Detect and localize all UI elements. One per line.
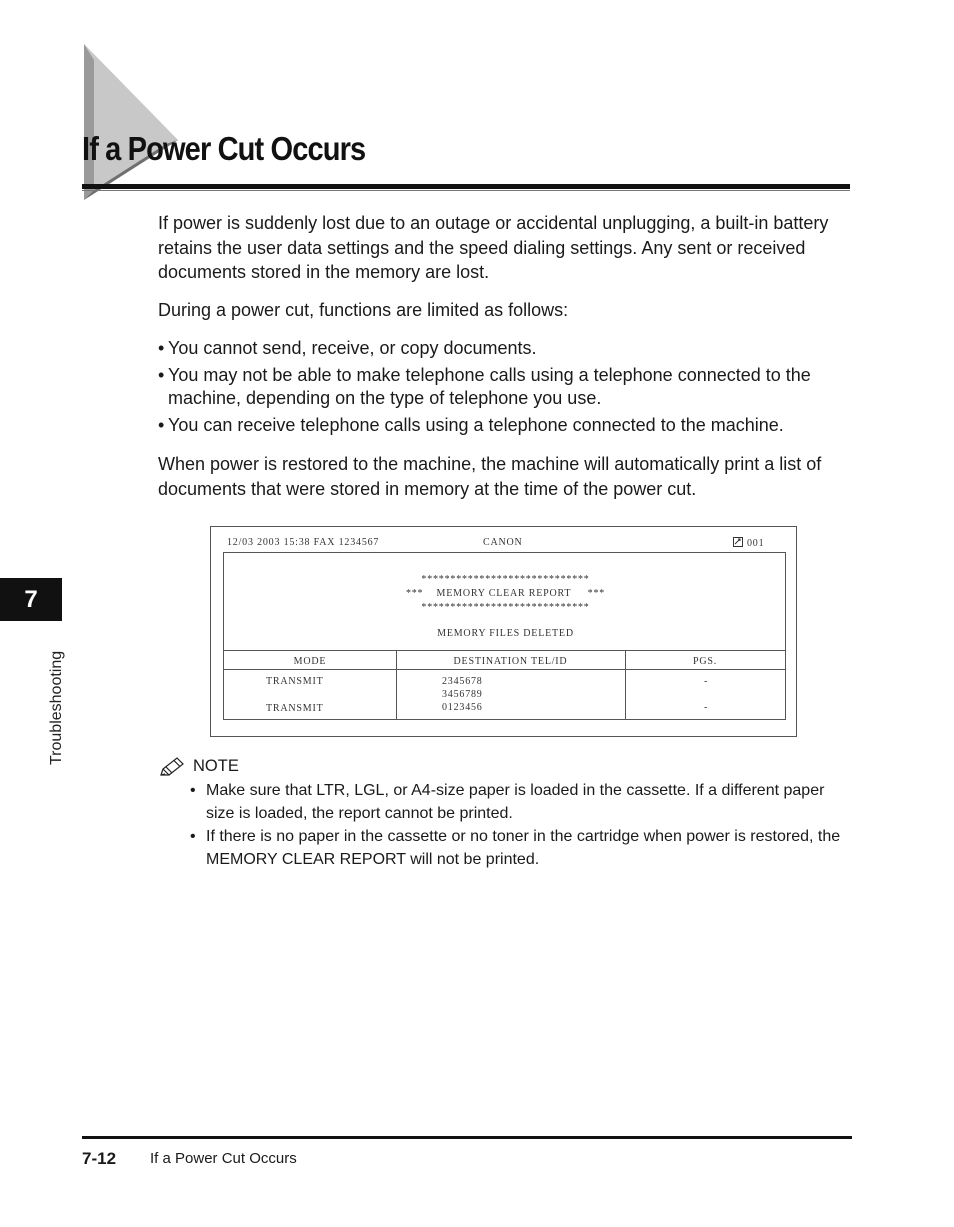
report-stars-top: ***************************** (421, 574, 590, 585)
bullet: • (158, 338, 165, 358)
footer-rule (82, 1136, 852, 1139)
list-item (158, 414, 848, 437)
list-item-text: You cannot send, receive, or copy documents. (168, 338, 537, 358)
limits-intro-paragraph: During a power cut, functions are limited as follows: (158, 300, 569, 320)
list-item (190, 780, 850, 825)
page-doc-icon (733, 537, 743, 547)
list-item (158, 337, 848, 360)
intro-paragraph: If power is suddenly lost due to an outage or accidental unplugging, a built-in battery retains the user data settings and the speed dialing settings. Any sent or received documents stored in the memory are lost. (158, 213, 829, 282)
title-rule (82, 184, 850, 189)
table-cell-destination: 0123456 (442, 702, 483, 713)
bullet: • (158, 415, 165, 435)
report-stars-bottom: ***************************** (421, 602, 590, 613)
report-body (223, 552, 786, 720)
list-item (158, 364, 848, 410)
list-item-text: You can receive telephone calls using a telephone connected to the machine. (168, 415, 784, 435)
title-rule-thin (82, 190, 850, 191)
footer-page-number: 7-12 (82, 1149, 117, 1168)
list-item (190, 826, 850, 871)
bullet: • (190, 782, 196, 799)
bullet: • (190, 828, 196, 845)
table-cell-destination: 2345678 (442, 676, 483, 687)
table-cell-pages: - (704, 676, 709, 687)
table-rule (224, 669, 785, 670)
report-header-sender: CANON (483, 537, 523, 548)
report-subtitle: MEMORY FILES DELETED (437, 628, 574, 639)
report-header-page (733, 537, 764, 549)
note-list (190, 780, 850, 872)
note-label: NOTE (193, 757, 239, 775)
column-header-mode: MODE (293, 656, 327, 667)
restore-paragraph: When power is restored to the machine, the machine will automatically print a list of documents that were stored in memory at the time of the power cut. (158, 454, 822, 499)
bullet: • (158, 365, 165, 385)
column-header-destination: DESTINATION TEL/ID (453, 656, 568, 667)
report-title: *** MEMORY CLEAR REPORT *** (405, 588, 606, 599)
footer-section-title: If a Power Cut Occurs (150, 1150, 297, 1167)
list-item-text: If there is no paper in the cassette or no toner in the cartridge when power is restored, the MEMORY CLEAR REPORT will not be printed. (206, 828, 841, 868)
column-header-pages: PGS. (692, 656, 718, 667)
page-title: If a Power Cut Occurs (82, 130, 366, 167)
title-triangle-graphic (80, 40, 190, 205)
chapter-side-label: Troubleshooting (48, 650, 65, 765)
memory-clear-report-figure (210, 526, 797, 737)
chapter-tab[interactable]: 7 (0, 578, 62, 621)
pencil-note-icon (158, 756, 186, 778)
list-item-text: You may not be able to make telephone calls using a telephone connected to the machine, depending on the type of telephone you use. (168, 365, 811, 408)
report-header-datetime: 12/03 2003 15:38 FAX 1234567 (227, 537, 380, 548)
limits-list (158, 337, 848, 441)
table-cell-destination: 3456789 (442, 689, 483, 700)
table-cell-mode: TRANSMIT (266, 676, 324, 687)
table-rule (224, 650, 785, 651)
report-page-number: 001 (747, 538, 765, 549)
table-cell-mode: TRANSMIT (266, 703, 324, 714)
table-cell-pages: - (704, 702, 709, 713)
list-item-text: Make sure that LTR, LGL, or A4-size paper is loaded in the cassette. If a different paper size is loaded, the report cannot be printed. (206, 782, 825, 822)
